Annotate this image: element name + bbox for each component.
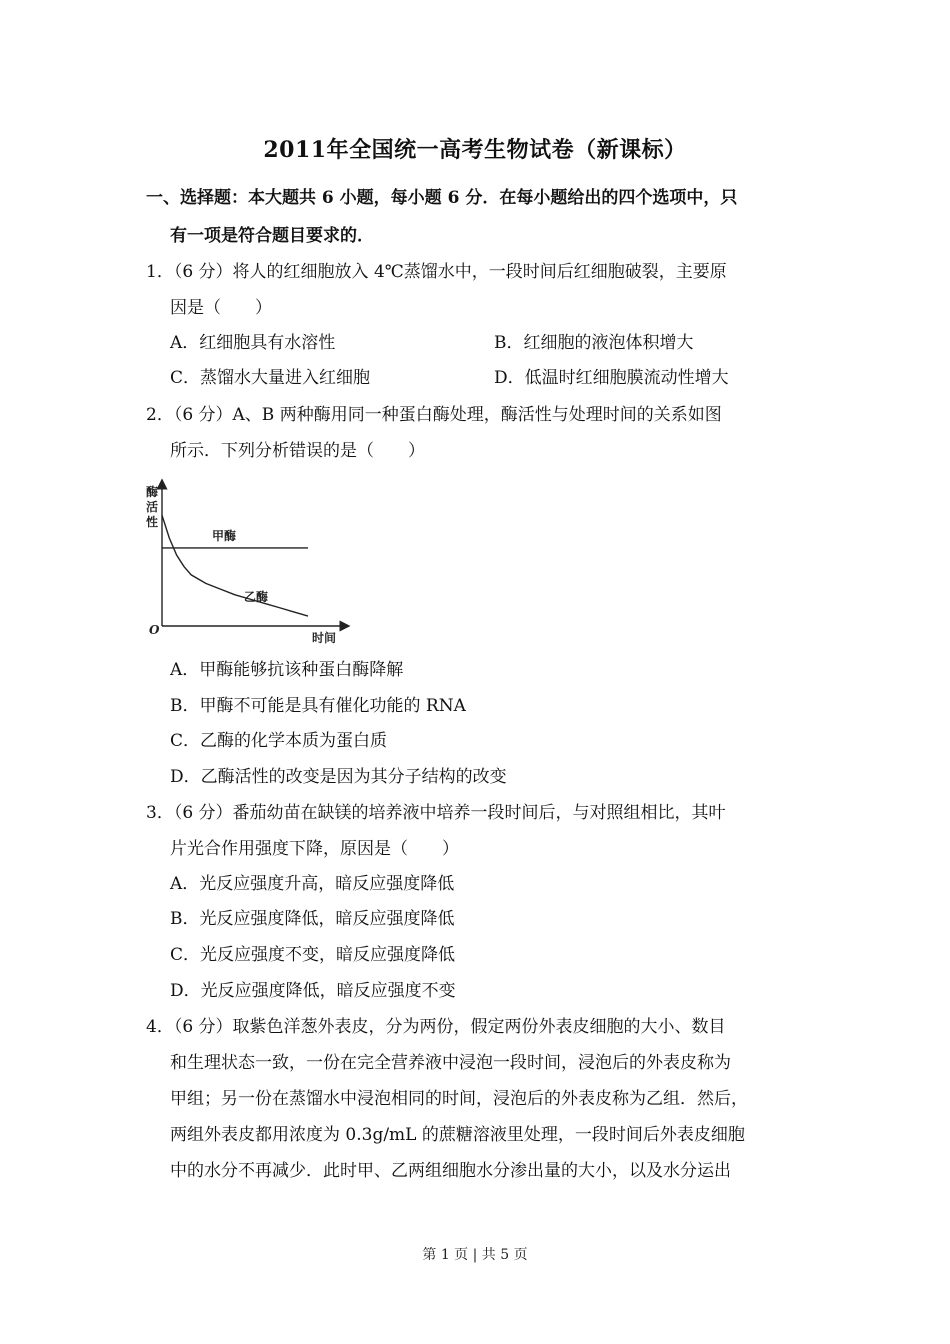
q4-stem-line4: 两组外表皮都用浓度为 0.3g/mL 的蔗糖溶液里处理，一段时间后外表皮细胞 <box>170 1125 745 1145</box>
q1-option-b: B．红细胞的液泡体积增大 <box>494 333 694 353</box>
q4-stem-line3: 甲组；另一份在蒸馏水中浸泡相同的时间，浸泡后的外表皮称为乙组．然后， <box>170 1089 748 1109</box>
x-axis-label: 时间 <box>312 631 337 645</box>
q1-option-a: A．红细胞具有水溶性 <box>170 333 336 353</box>
origin-label: O <box>149 623 160 637</box>
q2-stem-line1: 2．（6 分）A、B 两种酶用同一种蛋白酶处理，酶活性与处理时间的关系如图 <box>146 405 722 425</box>
q4-stem-line5: 中的水分不再减少．此时甲、乙两组细胞水分渗出量的大小，以及水分运出 <box>170 1161 731 1181</box>
q3-option-c: C．光反应强度不变，暗反应强度降低 <box>170 945 456 965</box>
q2-option-b: B．甲酶不可能是具有催化功能的 RNA <box>170 696 466 716</box>
page-footer: 第 1 页 | 共 5 页 <box>422 1247 528 1263</box>
y-axis-label: 酶活性 <box>146 485 159 529</box>
q3-stem-line1: 3．（6 分）番茄幼苗在缺镁的培养液中培养一段时间后，与对照组相比，其叶 <box>146 803 726 823</box>
enzyme-activity-chart <box>140 478 360 650</box>
series-label-1: 甲酶 <box>212 528 237 543</box>
q3-option-b: B．光反应强度降低，暗反应强度降低 <box>170 909 455 929</box>
series-label-2: 乙酶 <box>244 590 269 605</box>
q2-option-c: C．乙酶的化学本质为蛋白质 <box>170 731 388 751</box>
q2-stem-line2: 所示．下列分析错误的是（ ） <box>170 441 425 461</box>
section-heading-line1: 一、选择题：本大题共 6 小题，每小题 6 分．在每小题给出的四个选项中，只 <box>146 188 738 208</box>
q1-option-c: C．蒸馏水大量进入红细胞 <box>170 368 371 388</box>
q3-option-d: D．光反应强度降低，暗反应强度不变 <box>170 981 456 1001</box>
q3-option-a: A．光反应强度升高，暗反应强度降低 <box>170 874 455 894</box>
q1-option-d: D．低温时红细胞膜流动性增大 <box>494 368 729 388</box>
q2-option-a: A．甲酶能够抗该种蛋白酶降解 <box>170 660 404 680</box>
q4-stem-line2: 和生理状态一致，一份在完全营养液中浸泡一段时间，浸泡后的外表皮称为 <box>170 1053 731 1073</box>
page-title: 2011年全国统一高考生物试卷（新课标） <box>263 137 687 163</box>
q1-stem-line2: 因是（ ） <box>170 298 272 318</box>
q1-stem-line1: 1．（6 分）将人的红细胞放入 4℃蒸馏水中，一段时间后红细胞破裂，主要原 <box>146 262 727 282</box>
q4-stem-line1: 4．（6 分）取紫色洋葱外表皮，分为两份，假定两份外表皮细胞的大小、数目 <box>146 1017 726 1037</box>
section-heading-line2: 有一项是符合题目要求的． <box>170 226 374 246</box>
q3-stem-line2: 片光合作用强度下降，原因是（ ） <box>170 839 459 859</box>
q2-option-d: D．乙酶活性的改变是因为其分子结构的改变 <box>170 767 507 787</box>
